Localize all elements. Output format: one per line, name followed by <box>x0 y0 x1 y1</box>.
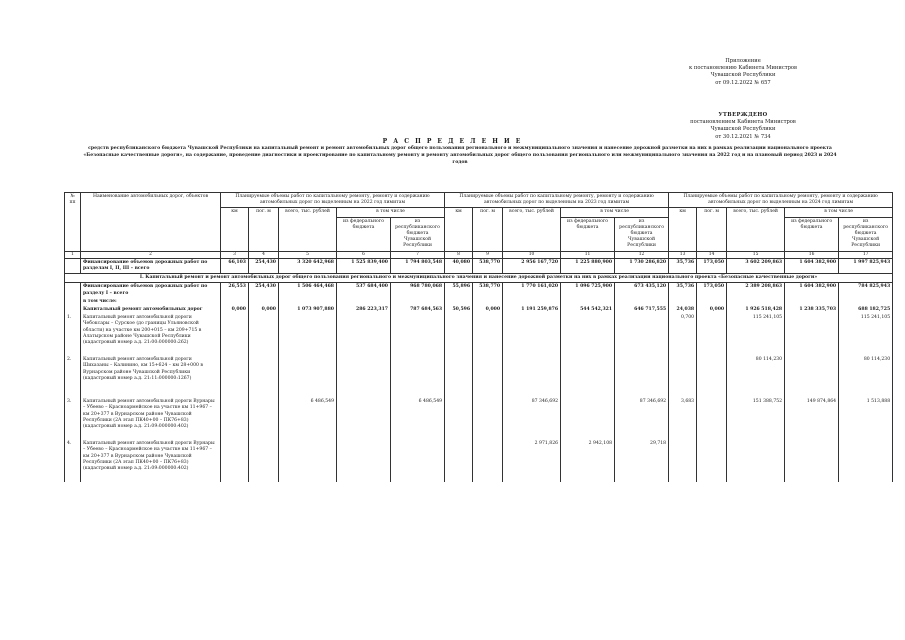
value-cell <box>279 440 337 482</box>
value-cell: 149 874,864 <box>785 398 839 440</box>
value-cell <box>839 298 893 306</box>
value-cell <box>561 314 615 356</box>
value-cell <box>279 314 337 356</box>
value-cell <box>445 298 473 306</box>
value-cell: 1 604 382,900 <box>785 283 839 298</box>
column-index-cell: 16 <box>785 251 839 258</box>
column-index-cell: 7 <box>391 251 445 258</box>
value-cell: 6 486,549 <box>391 398 445 440</box>
column-index-cell: 8 <box>445 251 473 258</box>
value-cell <box>615 356 669 398</box>
value-cell <box>391 356 445 398</box>
value-cell: 537 684,400 <box>337 283 391 298</box>
header-row-groups <box>65 193 893 208</box>
value-cell: 1 096 725,900 <box>561 283 615 298</box>
header-republic: из республиканского бюджета Чувашской Республики <box>839 217 893 251</box>
value-cell <box>337 398 391 440</box>
value-cell: 784 825,943 <box>839 283 893 298</box>
value-cell: 1 604 382,900 <box>785 258 839 273</box>
value-cell <box>445 398 473 440</box>
header-including: в том числе <box>561 208 669 217</box>
value-cell: 1 238 335,703 <box>785 306 839 314</box>
value-cell <box>279 298 337 306</box>
distribution-table <box>64 192 893 482</box>
column-index-cell: 9 <box>473 251 503 258</box>
approval-block <box>673 112 813 141</box>
value-cell <box>445 314 473 356</box>
row-number: 4. <box>65 440 81 482</box>
column-index-cell: 10 <box>503 251 561 258</box>
header-federal: из федерального бюджета <box>561 217 615 251</box>
value-cell <box>561 298 615 306</box>
column-index-cell: 12 <box>615 251 669 258</box>
header-total: всего, тыс. рублей <box>279 208 337 251</box>
header-group-2024: Планируемые объемы работ по капитальному ремонту, ремонту и содержанию автомобильных дорог по выделенным на 2024 год лимитам <box>669 193 893 208</box>
value-cell: 1 525 839,400 <box>337 258 391 273</box>
value-cell: 968 780,068 <box>391 283 445 298</box>
value-cell: 40,080 <box>445 258 473 273</box>
header-km: км <box>445 208 473 251</box>
appendix-block <box>673 58 813 87</box>
value-cell: 115 241,105 <box>727 314 785 356</box>
value-cell: 673 435,120 <box>615 283 669 298</box>
value-cell <box>391 298 445 306</box>
value-cell <box>697 398 727 440</box>
value-cell: 2 942,108 <box>561 440 615 482</box>
value-cell: 538,770 <box>473 258 503 273</box>
approval-line: Чувашской Республики <box>710 126 776 133</box>
value-cell <box>669 440 697 482</box>
document-subtitle: средств республиканского бюджета Чувашской Республики на капитальный ремонт и ремонт автомобильных дорог общего пользования регионального и межмуниципального значения и нанесение дорожной разметки на них в рамках реализации национального проекта «Безопасные качественные дороги», на содержание, проведение диагностики и проектирование по капитальному ремонту и ремонту автомобильных дорог общего пользования регионального или межмуниципального значения на 2022 год и на плановый период 2023 и 2024 годов <box>83 146 837 165</box>
row-name: Финансирование объемов дорожных работ по разделам I, II, III – всего <box>81 258 221 273</box>
table-row <box>65 283 893 298</box>
header-pog-m: пог. м <box>249 208 279 251</box>
row-name: Капитальный ремонт автомобильной дороги Вурнары – Убеево – Красноармейское на участке км 11+967 – км 20+377 в Вурнарском районе Чувашской Республики (2А этап ПК40+00 – ПК76+83) (кадастровый номер а.д. 21:09:000000:402) <box>81 398 221 440</box>
value-cell <box>727 298 785 306</box>
value-cell: 1 770 161,020 <box>503 283 561 298</box>
header-including: в том числе <box>785 208 893 217</box>
value-cell: 80 114,230 <box>839 356 893 398</box>
value-cell <box>391 440 445 482</box>
value-cell <box>337 440 391 482</box>
value-cell <box>697 440 727 482</box>
value-cell <box>615 298 669 306</box>
column-index-cell: 13 <box>669 251 697 258</box>
value-cell <box>839 440 893 482</box>
value-cell: 35,736 <box>669 258 697 273</box>
value-cell <box>697 314 727 356</box>
value-cell <box>221 398 249 440</box>
value-cell: 26,553 <box>221 283 249 298</box>
header-republic: из республиканского бюджета Чувашской Республики <box>391 217 445 251</box>
value-cell <box>221 314 249 356</box>
value-cell: 0,000 <box>473 306 503 314</box>
header-pog-m: пог. м <box>697 208 727 251</box>
value-cell <box>221 298 249 306</box>
value-cell: 787 684,563 <box>391 306 445 314</box>
value-cell: 1 506 464,468 <box>279 283 337 298</box>
value-cell: 0,000 <box>697 306 727 314</box>
value-cell: 87 346,692 <box>615 398 669 440</box>
row-name: в том числе: <box>81 298 221 306</box>
value-cell: 1 794 803,548 <box>391 258 445 273</box>
value-cell <box>727 440 785 482</box>
column-index-cell: 5 <box>279 251 337 258</box>
value-cell: 254,430 <box>249 258 279 273</box>
approval-heading: УТВЕРЖДЕНО <box>718 112 768 118</box>
column-index-cell: 4 <box>249 251 279 258</box>
value-cell <box>249 356 279 398</box>
value-cell: 688 182,725 <box>839 306 893 314</box>
value-cell <box>503 314 561 356</box>
header-including: в том числе <box>337 208 445 217</box>
approval-line: от 30.12.2021 № 734 <box>715 133 771 140</box>
value-cell <box>669 298 697 306</box>
value-cell: 66,103 <box>221 258 249 273</box>
value-cell <box>337 356 391 398</box>
row-name: Капитальный ремонт автомобильной дороги Чебоксары – Сурское (до границы Ульяновской области) на участке км 200+015 – км 209+715 в Алатырском районе Чувашской Республики (кадастровый номер а.д. 21:00:000000:262) <box>81 314 221 356</box>
value-cell <box>249 440 279 482</box>
table-body <box>65 258 893 482</box>
value-cell: 3 320 642,968 <box>279 258 337 273</box>
value-cell <box>279 356 337 398</box>
row-number <box>65 283 81 298</box>
value-cell: 1 730 286,820 <box>615 258 669 273</box>
value-cell: 1 926 518,428 <box>727 306 785 314</box>
value-cell <box>561 398 615 440</box>
value-cell: 173,050 <box>697 258 727 273</box>
value-cell: 115 241,105 <box>839 314 893 356</box>
approval-line: постановлением Кабинета Министров <box>690 119 796 126</box>
value-cell <box>473 356 503 398</box>
value-cell: 50,596 <box>445 306 473 314</box>
row-number <box>65 298 81 306</box>
row-name: Финансирование объемов дорожных работ по разделу I – всего <box>81 283 221 298</box>
appendix-line: от 09.12.2022 № 657 <box>715 79 771 86</box>
row-name: Капитальный ремонт автомобильной дороги Вурнары – Убеево – Красноармейское на участке км 11+967 – км 20+377 в Вурнарском районе Чувашской Республики (2А этап ПК40+00 – ПК76+83) (кадастровый номер а.д. 21:09:000000:402) <box>81 440 221 482</box>
value-cell: 1 191 259,876 <box>503 306 561 314</box>
appendix-line: Приложение <box>725 58 761 64</box>
value-cell <box>697 298 727 306</box>
column-index-cell: 11 <box>561 251 615 258</box>
value-cell: 29,718 <box>615 440 669 482</box>
section-title: I. Капитальный ремонт и ремонт автомобильных дорог общего пользования регионального и межмуниципального значения и нанесение дорожной разметки на них в рамках реализации национального проекта «Безопасные качественные дороги» <box>65 274 893 283</box>
value-cell <box>337 298 391 306</box>
value-cell <box>445 356 473 398</box>
header-group-2022: Планируемые объемы работ по капитальному ремонту, ремонту и содержанию автомобильных дорог по выделенным на 2022 год лимитам <box>221 193 445 208</box>
value-cell <box>249 398 279 440</box>
value-cell <box>249 298 279 306</box>
table-row <box>65 258 893 273</box>
value-cell <box>445 440 473 482</box>
column-index-row <box>65 251 893 258</box>
value-cell: 1 513,888 <box>839 398 893 440</box>
column-index-cell: 14 <box>697 251 727 258</box>
row-number: 3. <box>65 398 81 440</box>
header-federal: из федерального бюджета <box>785 217 839 251</box>
value-cell: 55,896 <box>445 283 473 298</box>
appendix-line: к постановлению Кабинета Министров <box>689 65 797 72</box>
row-number: 2. <box>65 356 81 398</box>
value-cell: 1 073 907,880 <box>279 306 337 314</box>
header-group-2023: Планируемые объемы работ по капитальному ремонту, ремонту и содержанию автомобильных дорог по выделенным на 2023 год лимитам <box>445 193 669 208</box>
value-cell: 1 997 825,943 <box>839 258 893 273</box>
value-cell <box>615 314 669 356</box>
document-title: Р А С П Р Е Д Е Л Е Н И Е <box>382 138 523 145</box>
header-pog-m: пог. м <box>473 208 503 251</box>
column-index-cell: 6 <box>337 251 391 258</box>
column-index-cell: 17 <box>839 251 893 258</box>
value-cell <box>669 356 697 398</box>
value-cell: 254,430 <box>249 283 279 298</box>
header-km: км <box>221 208 249 251</box>
row-number <box>65 258 81 273</box>
row-name: Капитальный ремонт автомобильной дороги Шихазаны – Калинино, км 15+624 – км 28+000 в Вурнарском районе Чувашской Республики (кадастровый номер а.д. 21:11:000000:1267) <box>81 356 221 398</box>
value-cell <box>473 298 503 306</box>
value-cell <box>473 440 503 482</box>
column-index-cell: 1 <box>65 251 81 258</box>
value-cell: 151 388,752 <box>727 398 785 440</box>
value-cell: 80 114,230 <box>727 356 785 398</box>
value-cell <box>503 298 561 306</box>
table-row <box>65 306 893 314</box>
value-cell: 6 486,549 <box>279 398 337 440</box>
header-federal: из федерального бюджета <box>337 217 391 251</box>
value-cell: 0,000 <box>249 306 279 314</box>
value-cell <box>561 356 615 398</box>
value-cell: 2 956 167,720 <box>503 258 561 273</box>
value-cell: 24,038 <box>669 306 697 314</box>
row-name: Капитальный ремонт автомобильных дорог <box>81 306 221 314</box>
value-cell: 286 223,317 <box>337 306 391 314</box>
value-cell <box>785 314 839 356</box>
value-cell: 538,770 <box>473 283 503 298</box>
header-republic: из республиканского бюджета Чувашской Республики <box>615 217 669 251</box>
value-cell: 3,683 <box>669 398 697 440</box>
value-cell <box>221 440 249 482</box>
row-number <box>65 306 81 314</box>
header-total: всего, тыс. рублей <box>503 208 561 251</box>
header-total: всего, тыс. рублей <box>727 208 785 251</box>
value-cell <box>503 356 561 398</box>
value-cell: 2 971,826 <box>503 440 561 482</box>
value-cell <box>473 314 503 356</box>
header-km: км <box>669 208 697 251</box>
value-cell <box>785 440 839 482</box>
value-cell: 87 346,692 <box>503 398 561 440</box>
row-number: 1. <box>65 314 81 356</box>
table-row <box>65 440 893 482</box>
value-cell <box>391 314 445 356</box>
value-cell <box>221 356 249 398</box>
table-row <box>65 314 893 356</box>
value-cell: 0,000 <box>221 306 249 314</box>
value-cell <box>697 356 727 398</box>
value-cell: 2 389 208,863 <box>727 283 785 298</box>
value-cell: 0,700 <box>669 314 697 356</box>
header-num: № пп <box>65 193 81 252</box>
table-row <box>65 356 893 398</box>
section-row <box>65 274 893 283</box>
column-index-cell: 15 <box>727 251 785 258</box>
table-row <box>65 298 893 306</box>
value-cell <box>249 314 279 356</box>
value-cell: 544 542,321 <box>561 306 615 314</box>
value-cell: 646 717,555 <box>615 306 669 314</box>
header-name: Наименование автомобильных дорог, объектов <box>81 193 221 252</box>
value-cell: 35,736 <box>669 283 697 298</box>
value-cell <box>785 298 839 306</box>
value-cell <box>785 356 839 398</box>
value-cell <box>473 398 503 440</box>
column-index-cell: 3 <box>221 251 249 258</box>
value-cell <box>337 314 391 356</box>
table-row <box>65 398 893 440</box>
value-cell: 1 225 880,900 <box>561 258 615 273</box>
value-cell: 173,050 <box>697 283 727 298</box>
value-cell: 3 602 209,863 <box>727 258 785 273</box>
column-index-cell: 2 <box>81 251 221 258</box>
appendix-line: Чувашской Республики <box>710 72 776 79</box>
